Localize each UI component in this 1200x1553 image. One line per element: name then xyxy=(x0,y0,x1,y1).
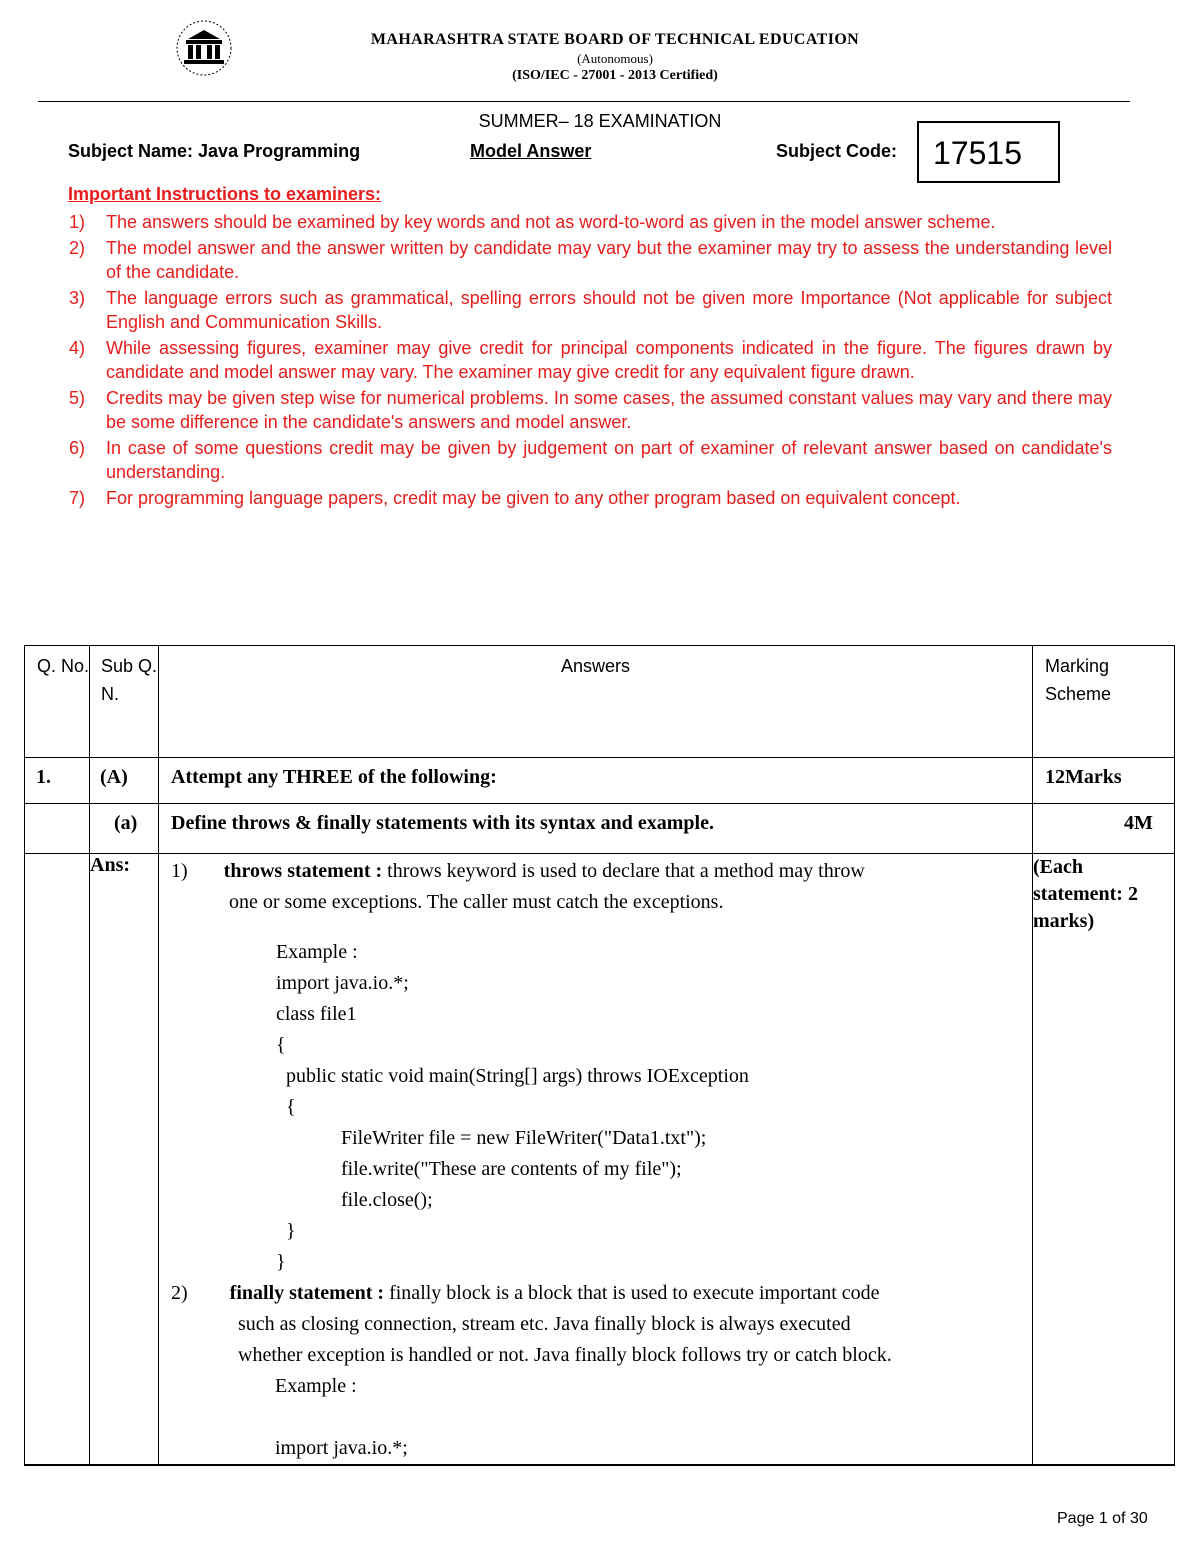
header-divider xyxy=(38,101,1130,102)
exam-title: SUMMER– 18 EXAMINATION xyxy=(478,111,722,131)
code-line: FileWriter file = new FileWriter("Data1.txt"); xyxy=(341,1127,707,1149)
question-marks: 12Marks xyxy=(1033,758,1175,804)
marks-note: (Each statement: 2 marks) xyxy=(1033,854,1175,1466)
answer-line: whether exception is handled or not. Java finally block follows try or catch block. xyxy=(238,1344,892,1366)
org-name: MAHARASHTRA STATE BOARD OF TECHNICAL EDUCATION xyxy=(370,31,860,48)
question-text: Attempt any THREE of the following: xyxy=(159,758,1033,804)
question-marks: 4M xyxy=(1033,804,1175,854)
question-text: Define throws & finally statements with its syntax and example. xyxy=(159,804,1033,854)
code-line: Example : xyxy=(276,941,358,963)
sub-question: (a) xyxy=(90,804,159,854)
answer-label: Ans: xyxy=(90,854,159,1466)
table-row xyxy=(25,758,1175,804)
subject-code-label: Subject Code: xyxy=(776,141,898,161)
code-line: public static void main(String[] args) throws IOException xyxy=(276,1065,749,1087)
header-sub-q: Sub Q. N. xyxy=(90,646,159,758)
instruction-item: 2) The model answer and the answer written by candidate may vary but the examiner may try to assess the understanding level of the candidate. xyxy=(69,237,1112,282)
code-line: { xyxy=(276,1034,286,1056)
sub-question: (A) xyxy=(90,758,159,804)
instruction-item: 7) For programming language papers, credit may be given to any other program based on equivalent concept. xyxy=(69,487,961,508)
instruction-item: 4) While assessing figures, examiner may give credit for principal components indicated in the figure. The figures drawn by candidate and model answer may vary. The examiner may give credit for any equivalent figure drawn. xyxy=(69,337,1112,382)
code-line: Example : xyxy=(275,1375,357,1397)
instructions-heading: Important Instructions to examiners: xyxy=(68,184,382,204)
page-number: Page 1 of 30 xyxy=(1057,1510,1148,1527)
org-certification: (ISO/IEC - 27001 - 2013 Certified) xyxy=(512,68,718,83)
header-answers: Answers xyxy=(159,646,1033,758)
answer-content xyxy=(159,854,1033,1466)
table-row xyxy=(25,804,1175,854)
code-line: import java.io.*; xyxy=(276,972,409,994)
msbte-logo xyxy=(168,18,240,78)
answer-line: 2) finally statement : finally block is a block that is used to execute important code xyxy=(171,1282,880,1304)
empty-cell xyxy=(25,854,90,1466)
answer-line: 1) throws statement : throws keyword is used to declare that a method may throw xyxy=(171,860,865,882)
code-line: } xyxy=(276,1220,296,1242)
code-line: file.write("These are contents of my file"); xyxy=(341,1158,682,1180)
subject-code-box: 17515 xyxy=(917,121,1060,183)
header-q-no: Q. No. xyxy=(25,646,90,758)
instruction-item: 6) In case of some questions credit may be given by judgement on part of examiner of relevant answer based on candidate's understanding. xyxy=(69,437,1112,482)
code-line xyxy=(171,1402,1032,1433)
instruction-item: 1) The answers should be examined by key words and not as word-to-word as given in the model answer scheme. xyxy=(69,212,996,232)
code-line: import java.io.*; xyxy=(275,1437,408,1459)
code-line: file.close(); xyxy=(341,1189,433,1211)
answer-line: such as closing connection, stream etc. Java finally block is always executed xyxy=(238,1313,851,1335)
answer-table xyxy=(24,645,1175,1466)
code-line: { xyxy=(276,1096,296,1118)
subject-name: Subject Name: Java Programming xyxy=(68,141,361,161)
answer-line: one or some exceptions. The caller must catch the exceptions. xyxy=(229,891,724,913)
instruction-item: 5) Credits may be given step wise for numerical problems. In some cases, the assumed constant values may vary and there may be some difference in the candidate's answers and model answer. xyxy=(69,387,1112,432)
answer-row xyxy=(25,854,1175,1466)
code-line: } xyxy=(276,1251,286,1273)
empty-cell xyxy=(25,804,90,854)
instruction-item: 3) The language errors such as grammatical, spelling errors should not be given more Importance (Not applicable for subject English and Communication Skills. xyxy=(69,287,1112,332)
code-line: class file1 xyxy=(276,1003,357,1025)
model-answer-label: Model Answer xyxy=(470,141,592,161)
table-header-row xyxy=(25,646,1175,758)
question-number: 1. xyxy=(25,758,90,804)
instructions-list xyxy=(66,210,1112,511)
header-marking: Marking Scheme xyxy=(1033,646,1175,758)
org-subtitle: (Autonomous) xyxy=(577,51,653,66)
